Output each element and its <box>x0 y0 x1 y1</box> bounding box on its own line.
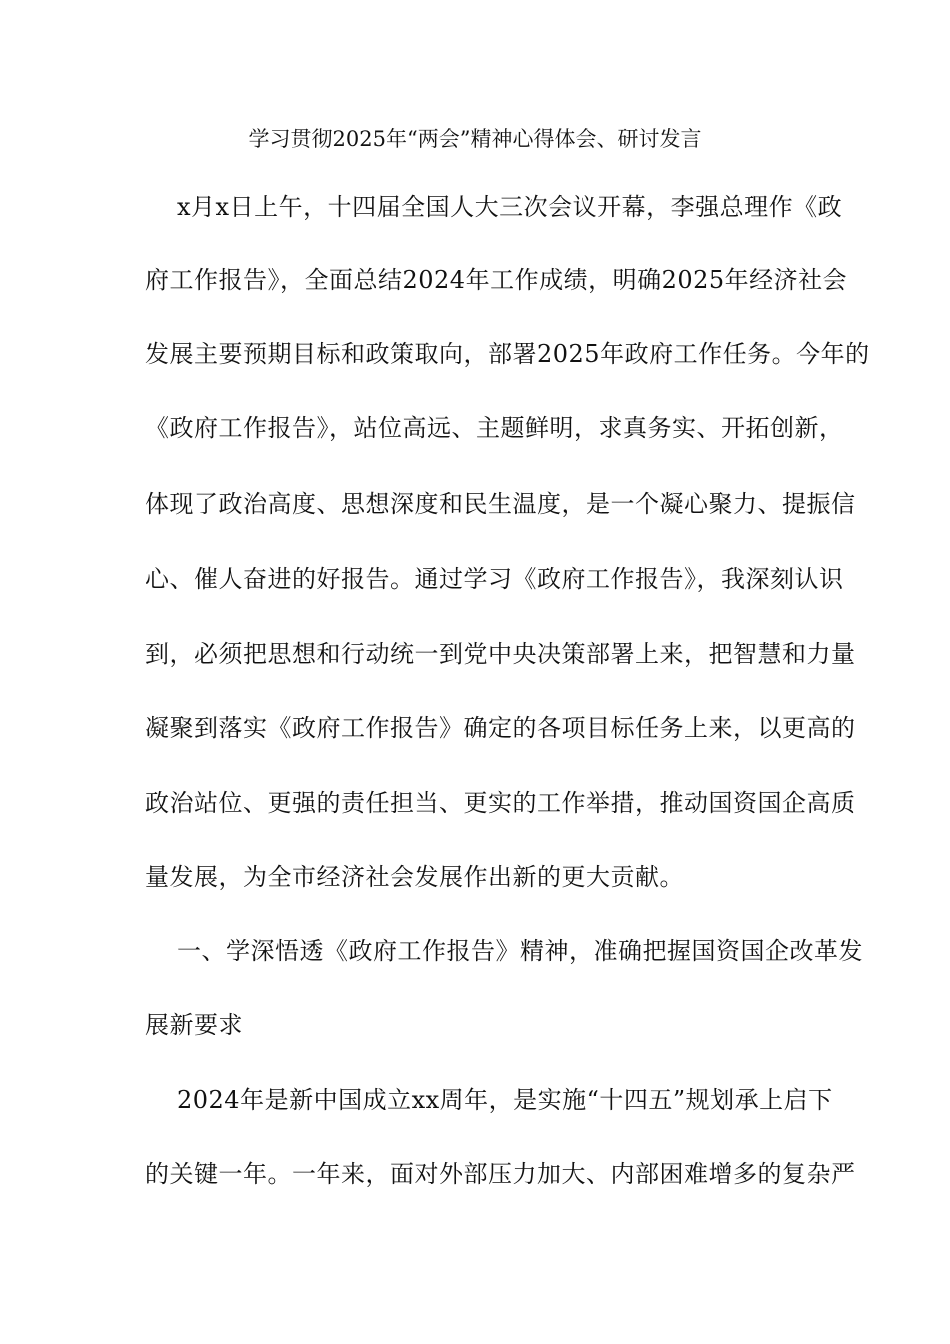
paragraph-line: 的关键一年。一年来，面对外部压力加大、内部困难增多的复杂严 <box>145 1160 856 1188</box>
section-heading-line: 一、学深悟透《政府工作报告》精神，准确把握国资国企改革发 <box>177 937 863 965</box>
document-title: 学习贯彻2025年“两会”精神心得体会、研讨发言 <box>248 127 702 151</box>
paragraph-line: 《政府工作报告》，站位高远、主题鲜明，求真务实、开拓创新， <box>145 414 844 442</box>
paragraph-line: 体现了政治高度、思想深度和民生温度，是一个凝心聚力、提振信 <box>145 490 856 518</box>
paragraph-line: 凝聚到落实《政府工作报告》确定的各项目标任务上来，以更高的 <box>145 714 856 742</box>
paragraph-line: 府工作报告》，全面总结2024年工作成绩，明确2025年经济社会 <box>145 266 848 294</box>
paragraph-line: 到，必须把思想和行动统一到党中央决策部署上来，把智慧和力量 <box>145 640 856 668</box>
paragraph-line: 心、催人奋进的好报告。通过学习《政府工作报告》，我深刻认识 <box>145 565 844 593</box>
paragraph-line: x月x日上午，十四届全国人大三次会议开幕，李强总理作《政 <box>177 193 843 221</box>
section-heading-line: 展新要求 <box>145 1011 243 1039</box>
paragraph-line: 2024年是新中国成立xx周年，是实施“十四五”规划承上启下 <box>177 1086 833 1114</box>
paragraph-line: 发展主要预期目标和政策取向，部署2025年政府工作任务。今年的 <box>145 340 870 368</box>
paragraph-line: 量发展，为全市经济社会发展作出新的更大贡献。 <box>145 863 684 891</box>
paragraph-line: 政治站位、更强的责任担当、更实的工作举措，推动国资国企高质 <box>145 789 856 817</box>
